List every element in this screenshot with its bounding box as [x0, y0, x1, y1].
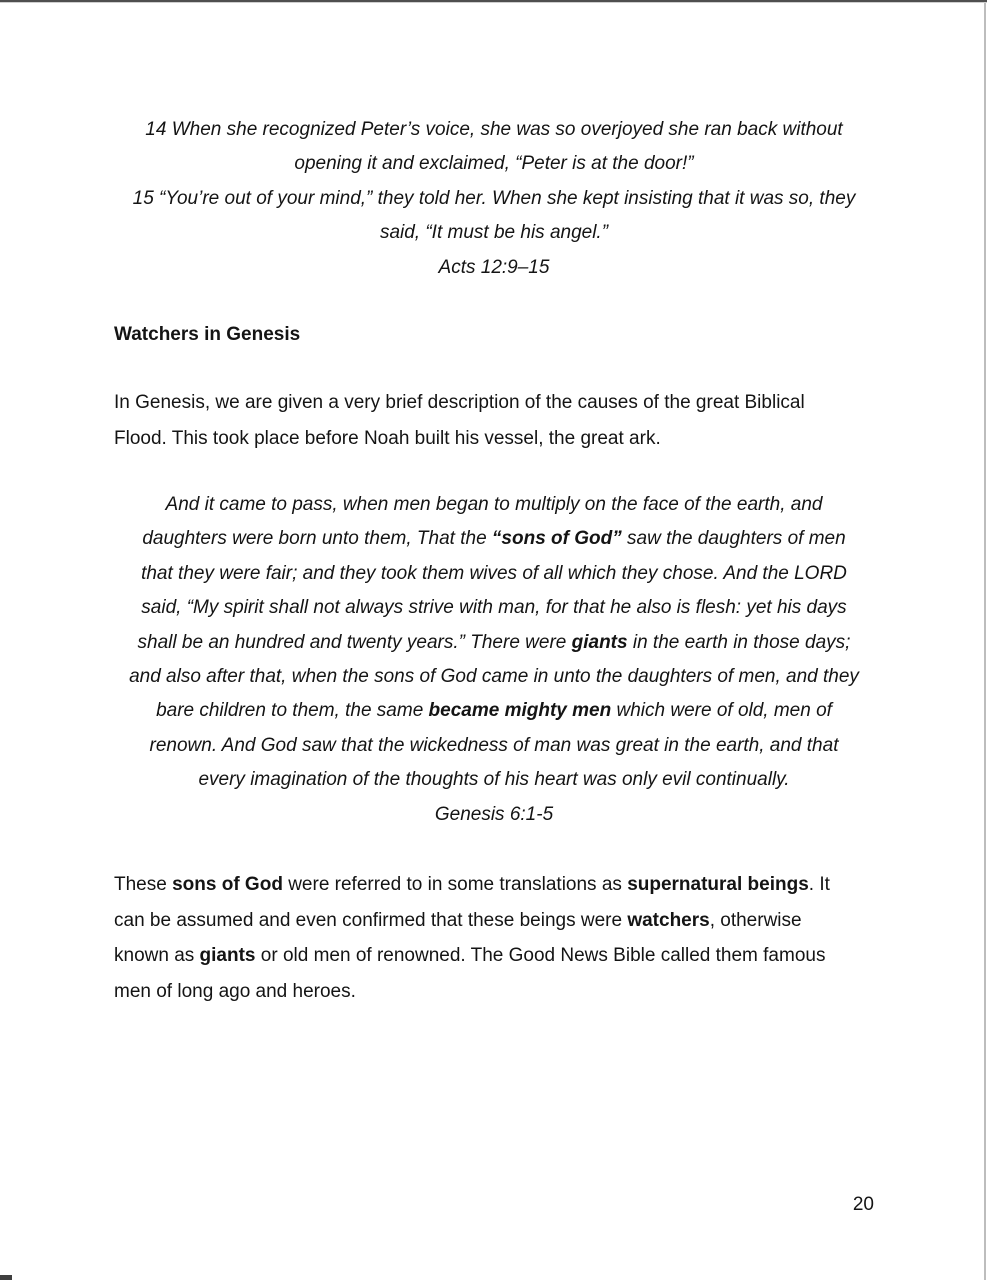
text-line: said, “It must be his angel.”: [379, 222, 609, 244]
text-line: said, “My spirit shall not always strive with man, for that he also is flesh: yet his days: [141, 597, 847, 619]
text-line: and also after that, when the sons of God came in unto the daughters of men, and they: [129, 666, 859, 688]
page-top-border: [0, 0, 987, 3]
intro-paragraph: [114, 385, 874, 456]
section-heading: Watchers in Genesis: [114, 324, 301, 345]
text-line: every imagination of the thoughts of his heart was only evil continually.: [198, 769, 790, 791]
acts-quote: [114, 113, 874, 285]
text-line: Flood. This took place before Noah built his vessel, the great ark.: [114, 427, 661, 449]
genesis-quote: [114, 488, 874, 832]
text-line: daughters were born unto them, That the “sons of God” saw the daughters of men: [142, 528, 846, 550]
text-line: In Genesis, we are given a very brief description of the causes of the great Biblical: [114, 392, 805, 413]
text-line: bare children to them, the same became mighty men which were of old, men of: [156, 700, 832, 722]
page-corner-artifact: [0, 1275, 12, 1280]
text-line: 15 “You’re out of your mind,” they told her. When she kept insisting that it was so, they: [132, 187, 856, 209]
text-line: These sons of God were referred to in some translations as supernatural beings. It: [114, 874, 830, 895]
text-line: that they were fair; and they took them wives of all which they chose. And the LORD: [141, 562, 847, 584]
text-line: And it came to pass, when men began to multiply on the face of the earth, and: [165, 494, 823, 515]
text-line: 14 When she recognized Peter’s voice, she was so overjoyed she ran back without: [145, 119, 843, 140]
text-line: can be assumed and even confirmed that these beings were watchers, otherwise: [114, 909, 802, 931]
text-line: known as giants or old men of renowned. The Good News Bible called them famous: [114, 945, 826, 967]
page-right-edge: [984, 3, 986, 1280]
text-line: men of long ago and heroes.: [114, 980, 356, 1002]
closing-paragraph: [114, 867, 874, 1009]
text-line: Genesis 6:1-5: [434, 803, 554, 825]
text-line: shall be an hundred and twenty years.” There were giants in the earth in those days;: [137, 631, 851, 653]
text-line: renown. And God saw that the wickedness of man was great in the earth, and that: [149, 734, 839, 756]
text-line: Acts 12:9–15: [438, 256, 550, 278]
page-number: 20: [852, 1194, 874, 1215]
text-line: opening it and exclaimed, “Peter is at the door!”: [294, 153, 694, 175]
